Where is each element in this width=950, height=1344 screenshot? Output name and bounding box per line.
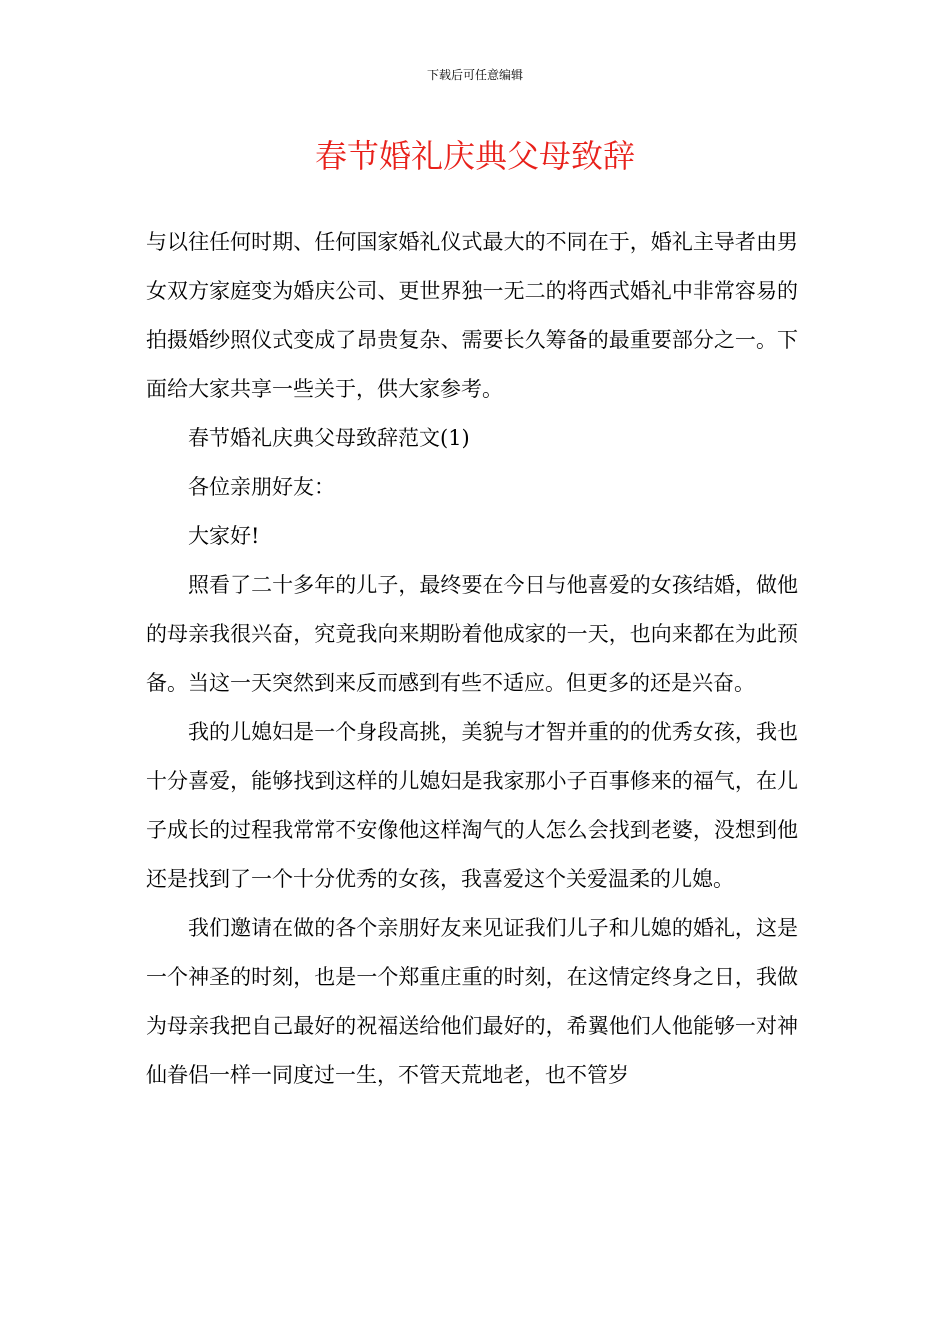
- document-body: [146, 218, 798, 1100]
- section-heading: 春节婚礼庆典父母致辞范文(1): [188, 426, 470, 450]
- body-paragraph: 我的儿媳妇是一个身段高挑，美貌与才智并重的的优秀女孩，我也十分喜爱，能够找到这样的儿媳妇是我家那小子百事修来的福气，在儿子成长的过程我常常不安像他这样淘气的人怎么会找到老婆，没想到他还是找到了一个十分优秀的女孩，我喜爱这个关爱温柔的儿媳。: [146, 720, 798, 891]
- header-note: 下载后可任意编辑: [426, 68, 523, 82]
- document-title: 春节婚礼庆典父母致辞: [314, 137, 635, 175]
- intro-paragraph: 与以往任何时期、任何国家婚礼仪式最大的不同在于，婚礼主导者由男女双方家庭变为婚庆公司、更世界独一无二的将西式婚礼中非常容易的拍摄婚纱照仪式变成了昂贵复杂、需要长久筹备的最重要部分之一。下面给大家共享一些关于，供大家参考。: [146, 230, 798, 401]
- body-paragraph: 照看了二十多年的儿子，最终要在今日与他喜爱的女孩结婚，做他的母亲我很兴奋，究竟我向来期盼着他成家的一天，也向来都在为此预备。当这一天突然到来反而感到有些不适应。但更多的还是兴奋。: [146, 573, 798, 695]
- body-paragraph: 我们邀请在做的各个亲朋好友来见证我们儿子和儿媳的婚礼，这是一个神圣的时刻，也是一个郑重庄重的时刻，在这情定终身之日，我做为母亲我把自己最好的祝福送给他们最好的，希翼他们人他能够一对神仙眷侣一样一同度过一生，不管天荒地老，也不管岁: [146, 916, 798, 1087]
- salutation: 各位亲朋好友：: [188, 475, 335, 499]
- greeting: 大家好!: [188, 524, 260, 548]
